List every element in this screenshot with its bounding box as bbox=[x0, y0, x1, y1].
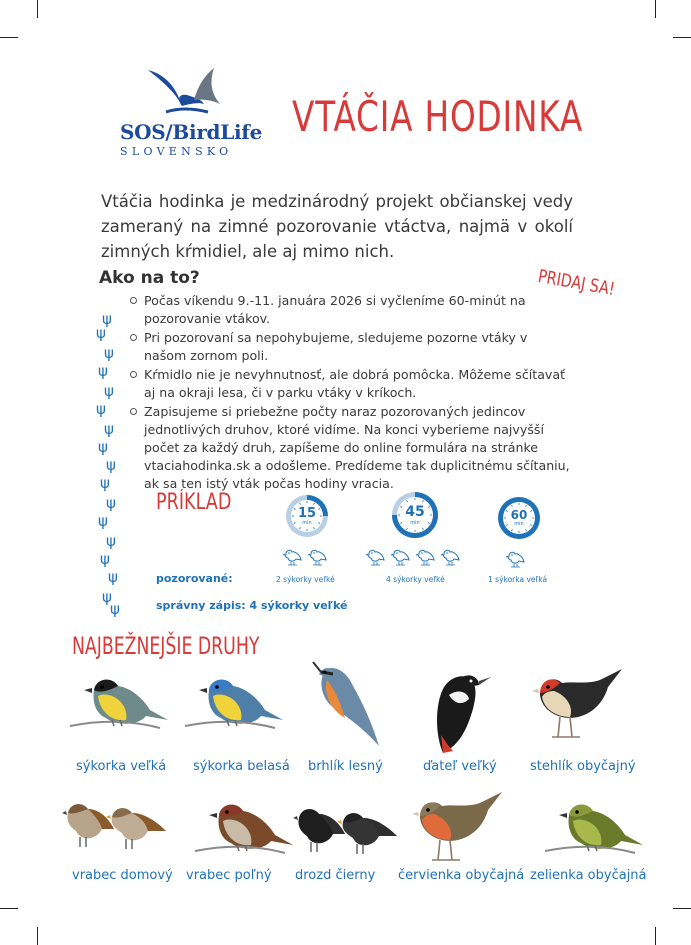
timer-60-icon bbox=[497, 496, 541, 540]
list-item: Pri pozorovaní sa nepohybujeme, sledujeme pozorne vtáky v našom zornom poli. bbox=[128, 329, 573, 365]
bird-footprint-icon: ψ bbox=[104, 420, 114, 438]
bird-footprint-icon: ψ bbox=[102, 310, 112, 328]
list-item: Zapisujeme si priebežne počty naraz pozorovaných jedincov jednotlivých druhov, ktoré vidíme. Na konci vyberieme najvyšší počet za každý druh, zapíšeme do online formulára na stránke vtaciahodinka.sk a odošleme. Predídeme tak duplicitnému sčítaniu, ak sa ten istý vták počas hodiny vracia. bbox=[128, 403, 573, 493]
bird-sketch-icon bbox=[505, 547, 527, 569]
greenfinch-icon bbox=[545, 795, 645, 867]
species-name: zelienka obyčajná bbox=[530, 868, 647, 883]
bird-footprint-icon: ψ bbox=[106, 494, 116, 512]
bird-sketch-icon bbox=[282, 545, 304, 567]
bird-footprint-icon: ψ bbox=[104, 344, 114, 362]
correct-entry: správny zápis: 4 sýkorky veľké bbox=[156, 599, 348, 612]
species-heading: NAJBEŽNEJŠIE DRUHY bbox=[72, 632, 260, 660]
timer-unit: min bbox=[410, 520, 420, 526]
example-heading: PRÍKLAD bbox=[156, 490, 232, 515]
robin-icon bbox=[410, 788, 506, 868]
species-name: ďateľ veľký bbox=[423, 759, 497, 774]
blue-tit-icon bbox=[185, 670, 285, 742]
species-name: drozd čierny bbox=[295, 868, 376, 883]
timer-15-icon bbox=[285, 494, 329, 538]
species-name: červienka obyčajná bbox=[398, 868, 525, 883]
join-badge: PRIDAJ SA! bbox=[536, 266, 617, 301]
species-name: sýkorka veľká bbox=[76, 759, 167, 774]
sos-birdlife-logo bbox=[120, 66, 270, 158]
timer-unit: min bbox=[302, 520, 312, 526]
crop-mark bbox=[655, 927, 656, 945]
house-sparrow-icon bbox=[62, 795, 172, 855]
blackbird-icon bbox=[293, 800, 403, 860]
goldfinch-icon bbox=[530, 665, 626, 745]
crop-mark bbox=[37, 927, 38, 945]
crop-mark bbox=[673, 908, 691, 909]
bird-footprint-icon: ψ bbox=[100, 550, 110, 568]
bird-footprint-icon: ψ bbox=[98, 362, 108, 380]
crop-mark bbox=[0, 908, 18, 909]
observed-birds-45 bbox=[365, 545, 462, 567]
nuthatch-icon bbox=[305, 660, 385, 752]
bird-footprint-icon: ψ bbox=[106, 456, 116, 474]
crop-mark bbox=[37, 0, 38, 18]
intro-paragraph: Vtáčia hodinka je medzinárodný projekt občianskej vedy zameraný na zimné pozorovanie vtáctva, najmä v okolí zimných kŕmidiel, ale aj mimo nich. bbox=[101, 192, 573, 261]
bird-footprint-icon: ψ bbox=[100, 474, 110, 492]
crop-mark bbox=[0, 37, 18, 38]
bird-footprint-icon: ψ bbox=[98, 438, 108, 456]
timer-minutes: 15 bbox=[297, 506, 317, 521]
observed-birds-60 bbox=[505, 547, 527, 569]
bird-footprint-icon: ψ bbox=[96, 324, 106, 342]
logo-country-text: SLOVENSKO bbox=[120, 145, 233, 158]
bird-footprint-icon: ψ bbox=[110, 600, 120, 618]
bird-logo-icon bbox=[146, 66, 226, 118]
species-name: sýkorka belasá bbox=[193, 759, 290, 774]
bird-footprint-icon: ψ bbox=[98, 512, 108, 530]
bird-sketch-icon bbox=[307, 545, 329, 567]
howto-steps bbox=[128, 292, 573, 493]
timer-unit: min bbox=[514, 521, 524, 527]
bird-footprint-icon: ψ bbox=[96, 400, 106, 418]
tree-sparrow-icon bbox=[195, 795, 295, 867]
timer-caption: 1 sýkorka veľká bbox=[488, 575, 548, 584]
species-name: vrabec poľný bbox=[186, 868, 272, 883]
bird-sketch-icon bbox=[415, 545, 437, 567]
bird-sketch-icon bbox=[365, 545, 387, 567]
list-item: Kŕmidlo nie je nevyhnutnosť, ale dobrá pomôcka. Môžeme sčítavať aj na okraji lesa, či v parku vtáky v kríkoch. bbox=[128, 366, 573, 402]
timer-45-icon bbox=[391, 491, 439, 539]
timer-minutes: 60 bbox=[510, 508, 528, 522]
list-item: Počas víkendu 9.-11. januára 2026 si vyčleníme 60-minút na pozorovanie vtákov. bbox=[128, 292, 573, 328]
crop-mark bbox=[673, 37, 691, 38]
timer-minutes: 45 bbox=[405, 504, 425, 520]
great-tit-icon bbox=[70, 670, 170, 742]
page-title: VTÁČIA HODINKA bbox=[292, 92, 584, 141]
bird-sketch-icon bbox=[390, 545, 412, 567]
bird-footprint-icon: ψ bbox=[104, 382, 114, 400]
bird-footprint-icon: ψ bbox=[106, 532, 116, 550]
species-name: stehlík obyčajný bbox=[530, 759, 636, 774]
bird-footprint-icon: ψ bbox=[108, 568, 118, 586]
howto-heading: Ako na to? bbox=[99, 268, 200, 288]
species-name: brhlík lesný bbox=[308, 759, 383, 774]
timer-caption: 2 sýkorky veľké bbox=[276, 575, 335, 584]
logo-brand-text: SOS/BirdLife bbox=[120, 120, 263, 144]
observed-birds-15 bbox=[282, 545, 329, 567]
bird-footprint-icon: ψ bbox=[102, 588, 112, 606]
timer-caption: 4 sýkorky veľké bbox=[386, 575, 445, 584]
observed-label: pozorované: bbox=[156, 572, 233, 585]
species-name: vrabec domový bbox=[72, 868, 173, 883]
woodpecker-icon bbox=[413, 665, 493, 757]
bird-sketch-icon bbox=[440, 545, 462, 567]
crop-mark bbox=[655, 0, 656, 18]
